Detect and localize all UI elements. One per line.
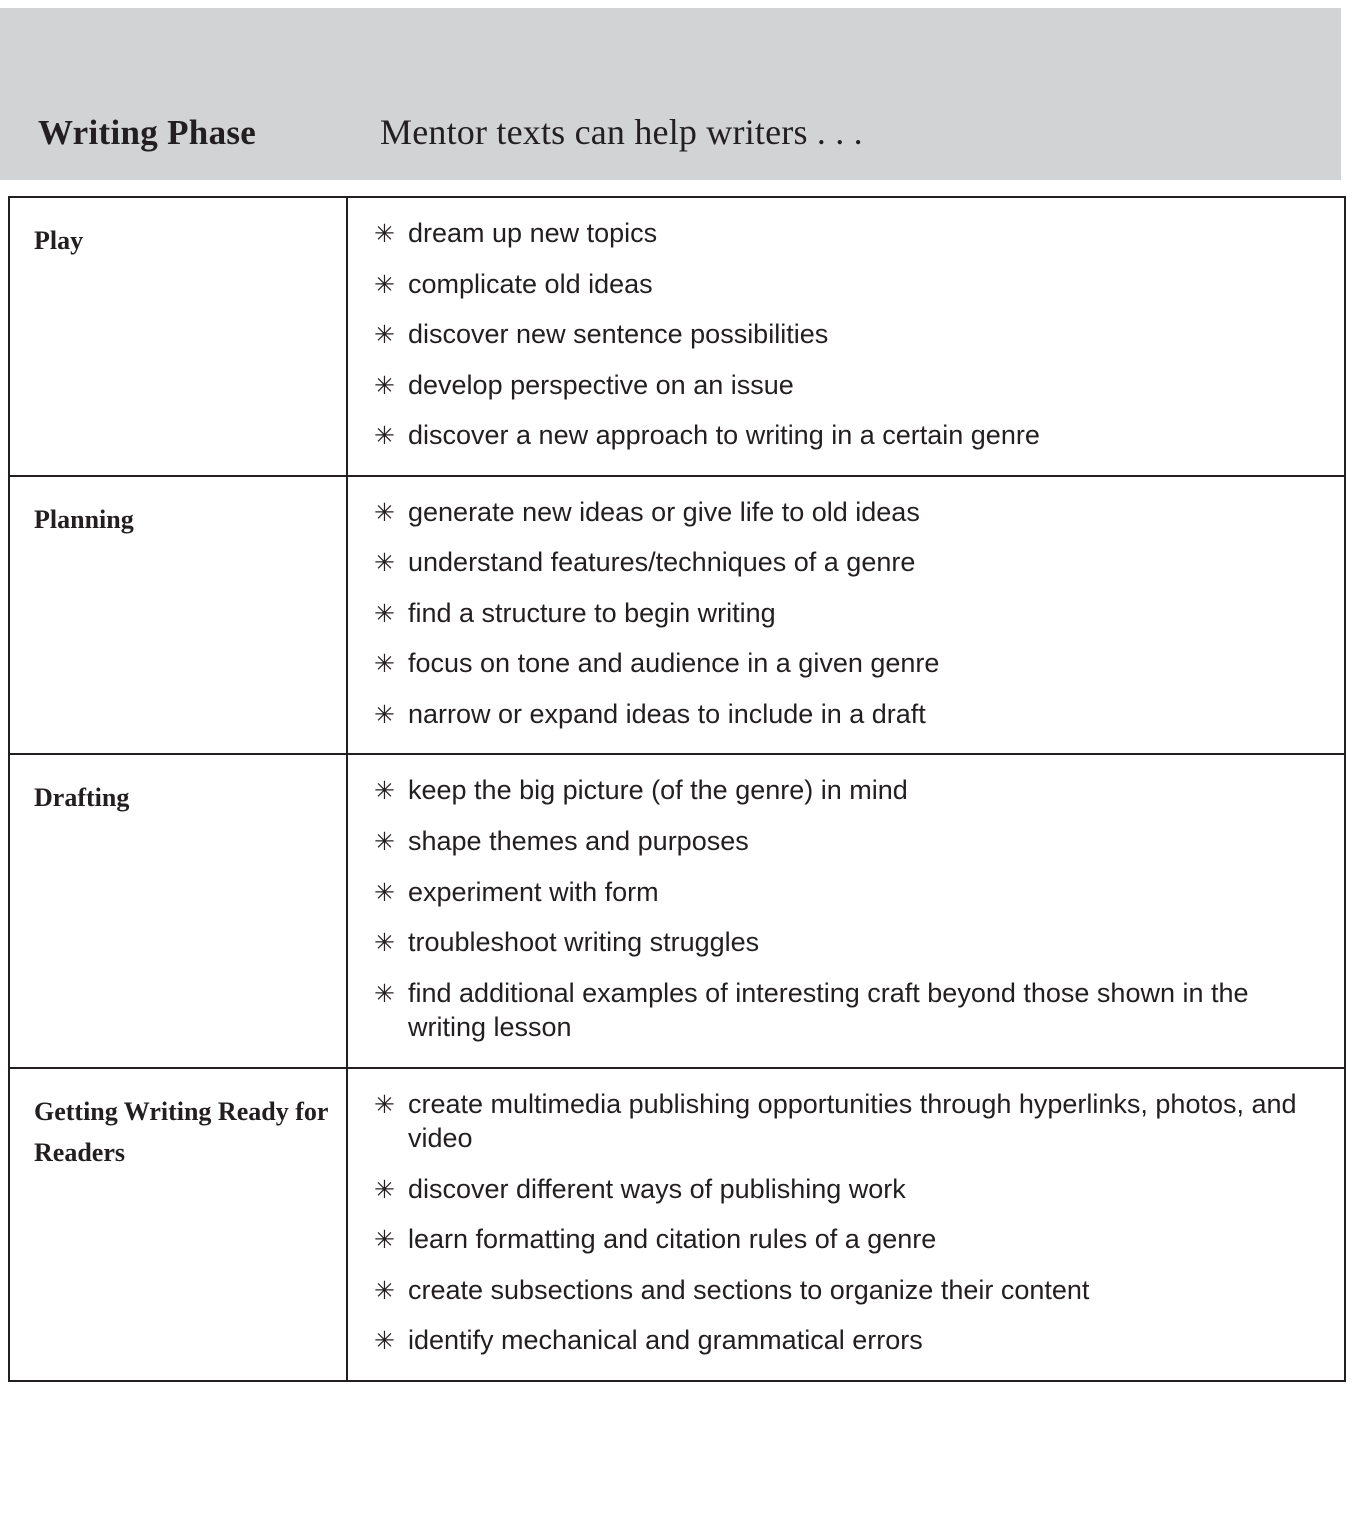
asterisk-bullet-icon: ✳ <box>374 1276 395 1305</box>
asterisk-bullet-icon: ✳ <box>374 371 395 400</box>
list-item <box>374 418 1324 453</box>
list-item <box>374 1323 1324 1358</box>
table-row <box>10 1069 1344 1380</box>
table-row <box>10 477 1344 756</box>
asterisk-bullet-icon: ✳ <box>374 878 395 907</box>
mentor-texts-list <box>374 773 1324 1044</box>
mentor-texts-list <box>374 495 1324 732</box>
table-row <box>10 755 1344 1068</box>
phase-label: Drafting <box>34 783 130 813</box>
list-item-text: narrow or expand ideas to include in a draft <box>408 698 926 729</box>
column-header-mentor-texts: Mentor texts can help writers . . . <box>380 112 863 152</box>
list-item <box>374 596 1324 631</box>
asterisk-bullet-icon: ✳ <box>374 498 395 527</box>
list-item-text: focus on tone and audience in a given genre <box>408 648 940 679</box>
list-item <box>374 1222 1324 1257</box>
list-item-text: identify mechanical and grammatical errors <box>408 1325 923 1356</box>
mentor-texts-cell <box>348 1069 1344 1380</box>
column-header-writing-phase: Writing Phase <box>38 113 257 152</box>
phase-cell <box>10 477 348 754</box>
list-item <box>374 773 1324 808</box>
asterisk-bullet-icon: ✳ <box>374 979 395 1008</box>
list-item-text: find a structure to begin writing <box>408 597 776 628</box>
list-item <box>374 267 1324 302</box>
list-item <box>374 646 1324 681</box>
list-item-text: create multimedia publishing opportunities through hyperlinks, photos, and video <box>408 1088 1297 1154</box>
list-item-text: complicate old ideas <box>408 268 653 299</box>
list-item <box>374 697 1324 732</box>
mentor-texts-cell <box>348 755 1344 1066</box>
phase-cell <box>10 1069 348 1380</box>
list-item <box>374 1172 1324 1207</box>
list-item <box>374 495 1324 530</box>
list-item <box>374 216 1324 251</box>
list-item <box>374 925 1324 960</box>
asterisk-bullet-icon: ✳ <box>374 929 395 958</box>
list-item-text: experiment with form <box>408 876 659 907</box>
list-item <box>374 824 1324 859</box>
mentor-texts-list <box>374 1087 1324 1358</box>
list-item-text: develop perspective on an issue <box>408 369 794 400</box>
table-row <box>10 198 1344 477</box>
list-item-text: discover new sentence possibilities <box>408 319 829 350</box>
list-item-text: generate new ideas or give life to old ideas <box>408 496 920 527</box>
list-item <box>374 1273 1324 1308</box>
list-item-text: keep the big picture (of the genre) in mind <box>408 775 908 806</box>
phase-cell <box>10 198 348 475</box>
phase-label: Planning <box>34 504 134 534</box>
mentor-texts-cell <box>348 198 1344 475</box>
list-item <box>374 368 1324 403</box>
list-item-text: dream up new topics <box>408 218 658 248</box>
list-item-text: discover different ways of publishing work <box>408 1173 906 1204</box>
list-item-text: learn formatting and citation rules of a genre <box>408 1224 937 1255</box>
list-item-text: understand features/techniques of a genre <box>408 547 916 578</box>
asterisk-bullet-icon: ✳ <box>374 777 395 806</box>
list-item <box>374 1087 1324 1156</box>
list-item-text: create subsections and sections to organize their content <box>408 1274 1090 1305</box>
list-item-text: discover a new approach to writing in a certain genre <box>408 420 1040 451</box>
asterisk-bullet-icon: ✳ <box>374 321 395 350</box>
asterisk-bullet-icon: ✳ <box>374 422 395 451</box>
list-item-text: troubleshoot writing struggles <box>408 927 760 958</box>
table-header-band <box>0 8 1341 180</box>
list-item-text: shape themes and purposes <box>408 826 749 857</box>
list-item <box>374 317 1324 352</box>
asterisk-bullet-icon: ✳ <box>374 1226 395 1255</box>
list-item-text: find additional examples of interesting craft beyond those shown in the writing lesson <box>408 977 1249 1043</box>
table-body <box>8 196 1346 1382</box>
asterisk-bullet-icon: ✳ <box>374 220 395 248</box>
list-item <box>374 976 1324 1045</box>
asterisk-bullet-icon: ✳ <box>374 650 395 679</box>
asterisk-bullet-icon: ✳ <box>374 700 395 729</box>
list-item <box>374 545 1324 580</box>
phase-label: Getting Writing Ready for Readers <box>34 1096 328 1168</box>
mentor-texts-list <box>374 216 1324 453</box>
phase-label: Play <box>34 226 84 255</box>
asterisk-bullet-icon: ✳ <box>374 270 395 299</box>
asterisk-bullet-icon: ✳ <box>374 828 395 857</box>
phase-cell <box>10 755 348 1066</box>
asterisk-bullet-icon: ✳ <box>374 599 395 628</box>
asterisk-bullet-icon: ✳ <box>374 1327 395 1356</box>
list-item <box>374 875 1324 910</box>
asterisk-bullet-icon: ✳ <box>374 1175 395 1204</box>
asterisk-bullet-icon: ✳ <box>374 549 395 578</box>
asterisk-bullet-icon: ✳ <box>374 1090 395 1119</box>
mentor-texts-cell <box>348 477 1344 754</box>
